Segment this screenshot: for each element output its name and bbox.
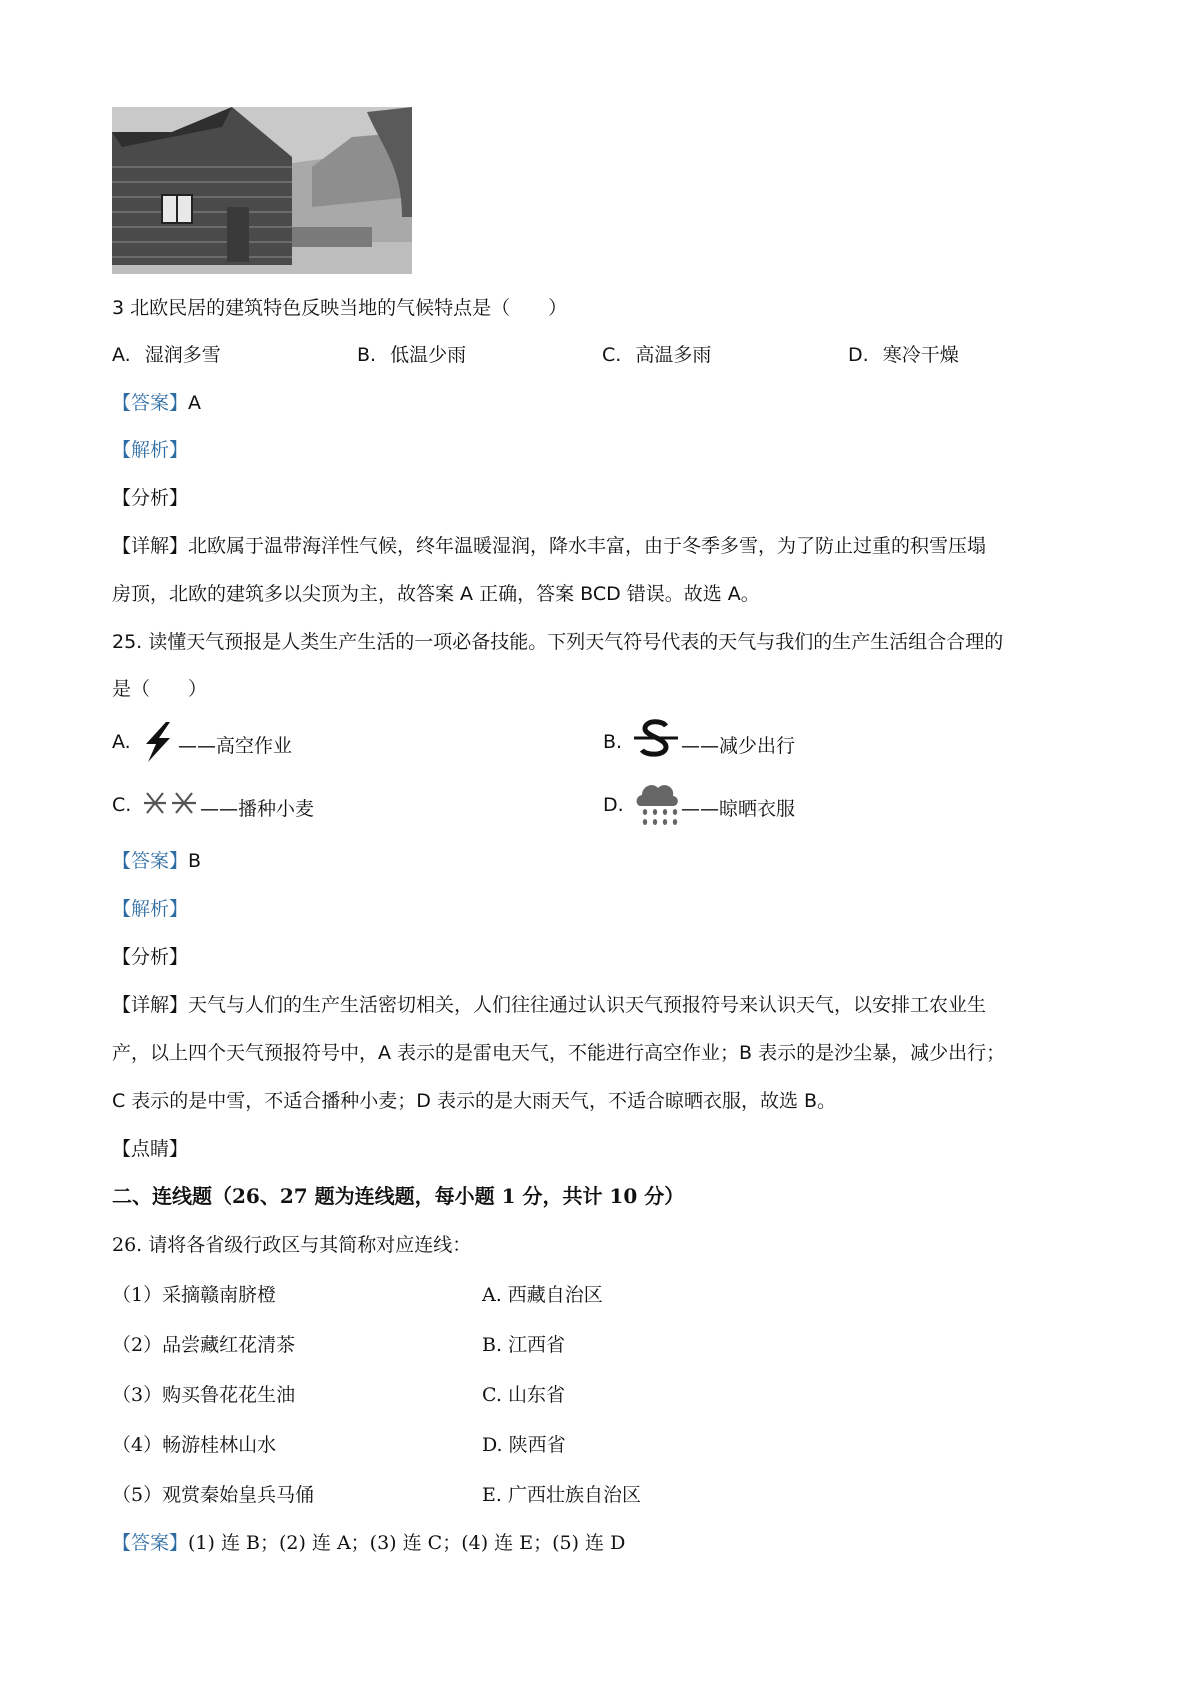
left-item-3: （3）购买鲁花花生油 [112,1384,296,1406]
option-label: C. [602,344,622,366]
option-label: B. [357,344,377,366]
answer-tag: 【答案】 [112,1532,189,1554]
option-c-text: ——播种小麦 [200,798,315,820]
question-26-stem: 26. 请将各省级行政区与其简称对应连线： [112,1234,472,1256]
detail-line-3: C 表示的是中雪，不适合播种小麦；D 表示的是大雨天气，不适合晾晒衣服，故选 B。 [112,1090,837,1112]
option-text: 低温少雨 [390,344,467,366]
answer-tag: 【答案】 [112,392,189,414]
option-d-text: ——晾晒衣服 [681,798,796,820]
left-item-4: （4）畅游桂林山水 [112,1434,277,1456]
answer-value: A [188,392,202,414]
right-item-c: C. 山东省 [482,1384,565,1406]
option-text: 湿润多雪 [144,344,221,366]
sandstorm-icon [632,716,680,762]
option-b-text: ——减少出行 [681,735,796,757]
lightning-icon [140,720,176,764]
nordic-house-photo [112,107,412,274]
right-item-a: A. 西藏自治区 [482,1284,603,1306]
answer-row [112,846,201,873]
fenxi-tag: 【分析】 [112,487,189,509]
option-b [357,340,466,367]
option-c-label: C. [112,794,132,816]
option-b-label: B. [603,731,623,753]
option-d [848,340,959,367]
left-item-1: （1）采摘赣南脐橙 [112,1284,277,1306]
left-item-2: （2）品尝藏红花清茶 [112,1334,296,1356]
option-a-text: ——高空作业 [178,735,293,757]
detail-line-1 [112,531,986,558]
option-label: D. [848,344,869,366]
fenxi-tag: 【分析】 [112,946,189,968]
question-25-stem-line-1: 25. 读懂天气预报是人类生产生活的一项必备技能。下列天气符号代表的天气与我们的生产生活组合合理的 [112,631,1004,653]
detail-line-1 [112,990,986,1017]
right-item-e: E. 广西壮族自治区 [482,1484,641,1506]
option-text: 高温多雨 [635,344,712,366]
dianjing-tag: 【点睛】 [112,1138,189,1160]
heavy-rain-icon [633,778,681,830]
option-d-label: D. [603,794,624,816]
answer-value: (1) 连 B；(2) 连 A；(3) 连 C；(4) 连 E；(5) 连 D [188,1532,626,1554]
option-a [112,340,221,367]
section-heading: 二、连线题（26、27 题为连线题，每小题 1 分，共计 10 分） [112,1184,685,1208]
answer-row [112,388,201,415]
option-a-label: A. [112,731,131,753]
detail-text: 天气与人们的生产生活密切相关，人们往往通过认识天气预报符号来认识天气，以安排工农业生 [188,994,987,1016]
moderate-snow-icon [142,789,198,817]
question-24-stem: 3 北欧民居的建筑特色反映当地的气候特点是（ ） [112,297,568,319]
detail-text: 北欧属于温带海洋性气候，终年温暖湿润，降水丰富，由于冬季多雪，为了防止过重的积雪压塌 [188,535,987,557]
detail-tag: 【详解】 [112,994,189,1016]
answer-row [112,1528,625,1555]
question-25-stem-line-2: 是（ ） [112,678,208,700]
answer-tag: 【答案】 [112,850,189,872]
analysis-tag: 【解析】 [112,898,189,920]
right-item-d: D. 陕西省 [482,1434,566,1456]
detail-tag: 【详解】 [112,535,189,557]
detail-line-2: 产，以上四个天气预报符号中，A 表示的是雷电天气，不能进行高空作业；B 表示的是沙尘暴，减少出行； [112,1042,1006,1064]
detail-line-2: 房顶，北欧的建筑多以尖顶为主，故答案 A 正确，答案 BCD 错误。故选 A。 [112,583,760,605]
analysis-tag: 【解析】 [112,439,189,461]
option-label: A. [112,344,131,366]
option-text: 寒冷干燥 [882,344,959,366]
option-c [602,340,711,367]
answer-value: B [188,850,202,872]
right-item-b: B. 江西省 [482,1334,566,1356]
left-item-5: （5）观赏秦始皇兵马俑 [112,1484,315,1506]
